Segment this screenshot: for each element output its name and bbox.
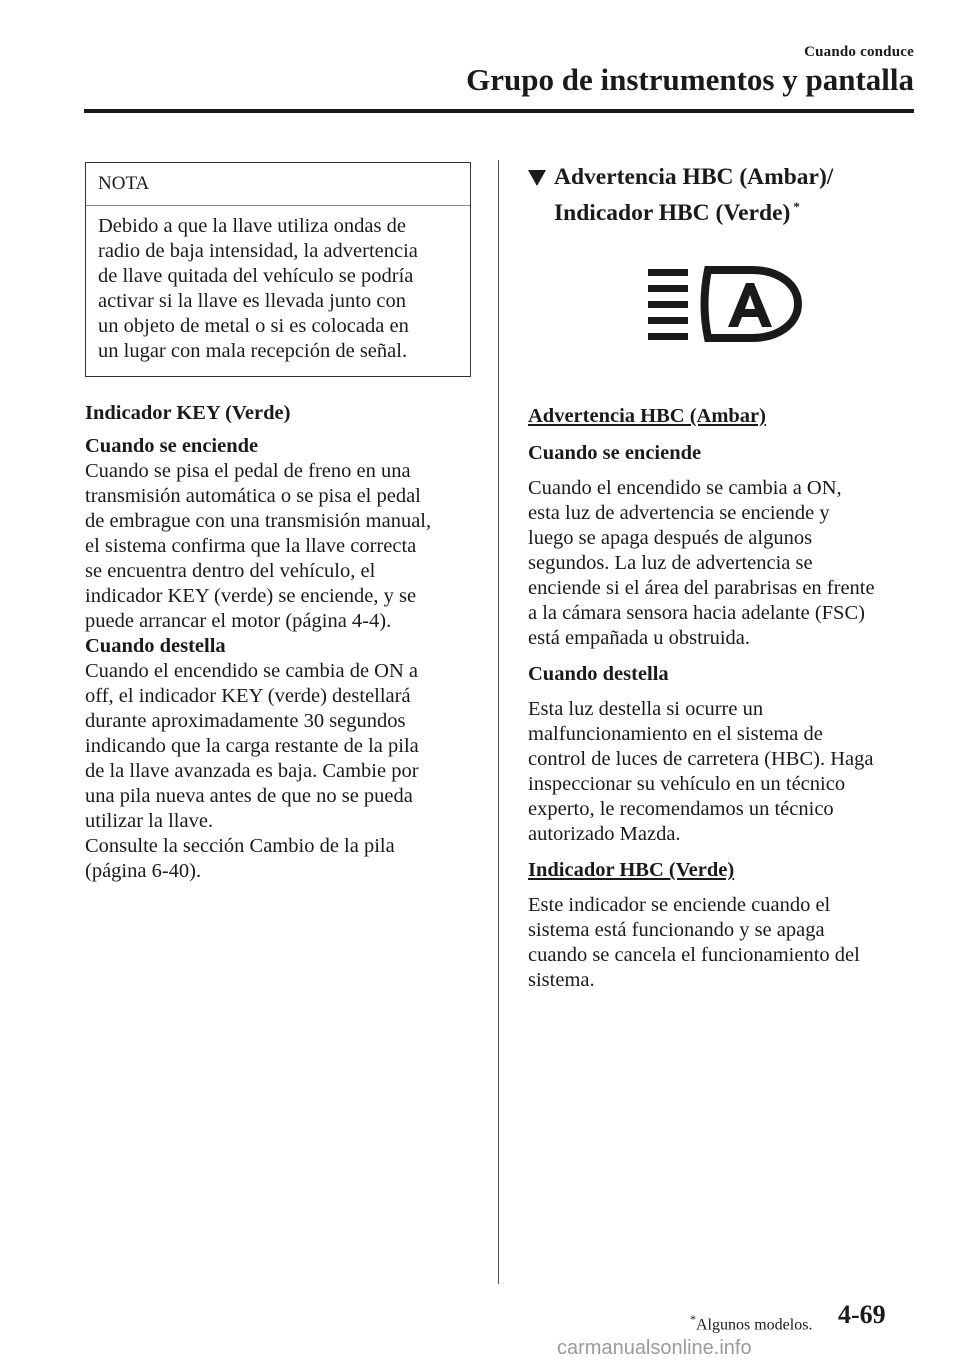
text-line: sistema está funcionando y se apaga <box>528 919 825 941</box>
note-body <box>86 206 470 376</box>
text-line: Cuando el encendido se cambia a ON, <box>528 477 842 499</box>
text-line: indicador KEY (verde) se enciende, y se <box>85 585 417 607</box>
key-on-heading: Cuando se enciende <box>85 435 259 457</box>
hbc-title-line2-wrap <box>554 192 916 228</box>
text-line: el sistema confirma que la llave correcta <box>85 535 417 557</box>
text-line: puede arrancar el motor (página 4-4). <box>85 610 392 632</box>
page-number: 4-69 <box>838 1300 886 1329</box>
text-line: off, el indicador KEY (verde) destellará <box>85 685 411 707</box>
text-line: Consulte la sección Cambio de la pila <box>85 835 395 857</box>
text-line: Este indicador se enciende cuando el <box>528 894 831 916</box>
hbc-title-line1: Advertencia HBC (Ambar)/ <box>554 164 834 190</box>
title-star: * <box>793 199 800 214</box>
text-line: luego se apaga después de algunos <box>528 527 813 549</box>
hbc-warning-title: Advertencia HBC (Ambar) <box>528 405 766 427</box>
text-line: autorizado Mazda. <box>528 823 681 845</box>
hbc-headlight-a-icon <box>648 266 808 347</box>
running-header-title: Grupo de instrumentos y pantalla <box>466 62 914 97</box>
watermark: carmanualsonline.info <box>557 1337 752 1359</box>
text-line: de embrague con una transmisión manual, <box>85 510 432 532</box>
key-flash-heading: Cuando destella <box>85 635 226 657</box>
text-line: inspeccionar su vehículo en un técnico <box>528 773 846 795</box>
key-on-text <box>85 459 471 634</box>
note-line: de llave quitada del vehículo se podría <box>98 265 414 287</box>
section-triangle-icon <box>528 170 546 186</box>
text-line: cuando se cancela el funcionamiento del <box>528 944 860 966</box>
text-line: durante aproximadamente 30 segundos <box>85 710 406 732</box>
text-line: malfuncionamiento en el sistema de <box>528 723 823 745</box>
hbc-body <box>528 404 916 993</box>
text-line: experto, le recomendamos un técnico <box>528 798 834 820</box>
key-indicator-title: Indicador KEY (Verde) <box>85 402 291 424</box>
hbc-on-heading: Cuando se enciende <box>528 442 702 464</box>
text-line: segundos. La luz de advertencia se <box>528 552 813 574</box>
text-line: de la llave avanzada es baja. Cambie por <box>85 760 419 782</box>
running-header-section: Cuando conduce <box>804 44 914 60</box>
note-line: un objeto de metal o si es colocada en <box>98 315 409 337</box>
right-column <box>528 162 916 991</box>
note-label: NOTA <box>86 163 470 206</box>
note-line: activar si la llave es llevada junto con <box>98 290 406 312</box>
header-rule <box>84 109 914 113</box>
text-line: está empañada u obstruida. <box>528 627 751 649</box>
hbc-flash-heading: Cuando destella <box>528 663 669 685</box>
text-line: Esta luz destella si ocurre un <box>528 698 764 720</box>
note-line: Debido a que la llave utiliza ondas de <box>98 215 406 237</box>
key-flash-text <box>85 659 471 884</box>
text-line: transmisión automática o se pisa el pedal <box>85 485 421 507</box>
text-line: utilizar la llave. <box>85 810 214 832</box>
hbc-indicator-title: Indicador HBC (Verde) <box>528 859 735 881</box>
hbc-flash-text <box>528 697 916 847</box>
text-line: control de luces de carretera (HBC). Haga <box>528 748 874 770</box>
text-line: se encuentra dentro del vehículo, el <box>85 560 376 582</box>
text-line: (página 6-40). <box>85 860 202 882</box>
text-line: enciende si el área del parabrisas en frente <box>528 577 875 599</box>
note-line: radio de baja intensidad, la advertencia <box>98 240 418 262</box>
text-line: sistema. <box>528 969 595 991</box>
column-divider <box>498 160 499 1284</box>
text-line: Cuando se pisa el pedal de freno en una <box>85 460 411 482</box>
footnote-text: Algunos modelos. <box>696 1316 813 1334</box>
text-line: una pila nueva antes de que no se pueda <box>85 785 413 807</box>
hbc-indicator-text <box>528 893 916 993</box>
hbc-title-line2: Indicador HBC (Verde) <box>554 199 791 226</box>
left-column <box>85 162 471 884</box>
text-line: indicando que la carga restante de la pila <box>85 735 419 757</box>
text-line: esta luz de advertencia se enciende y <box>528 502 830 524</box>
note-line: un lugar con mala recepción de señal. <box>98 340 408 362</box>
hbc-section-title <box>528 162 916 228</box>
hbc-on-text <box>528 476 916 651</box>
note-box <box>85 162 471 377</box>
footnote-star: * <box>690 1312 696 1326</box>
footnote <box>690 1312 812 1334</box>
text-line: a la cámara sensora hacia adelante (FSC) <box>528 602 865 624</box>
text-line: Cuando el encendido se cambia de ON a <box>85 660 419 682</box>
